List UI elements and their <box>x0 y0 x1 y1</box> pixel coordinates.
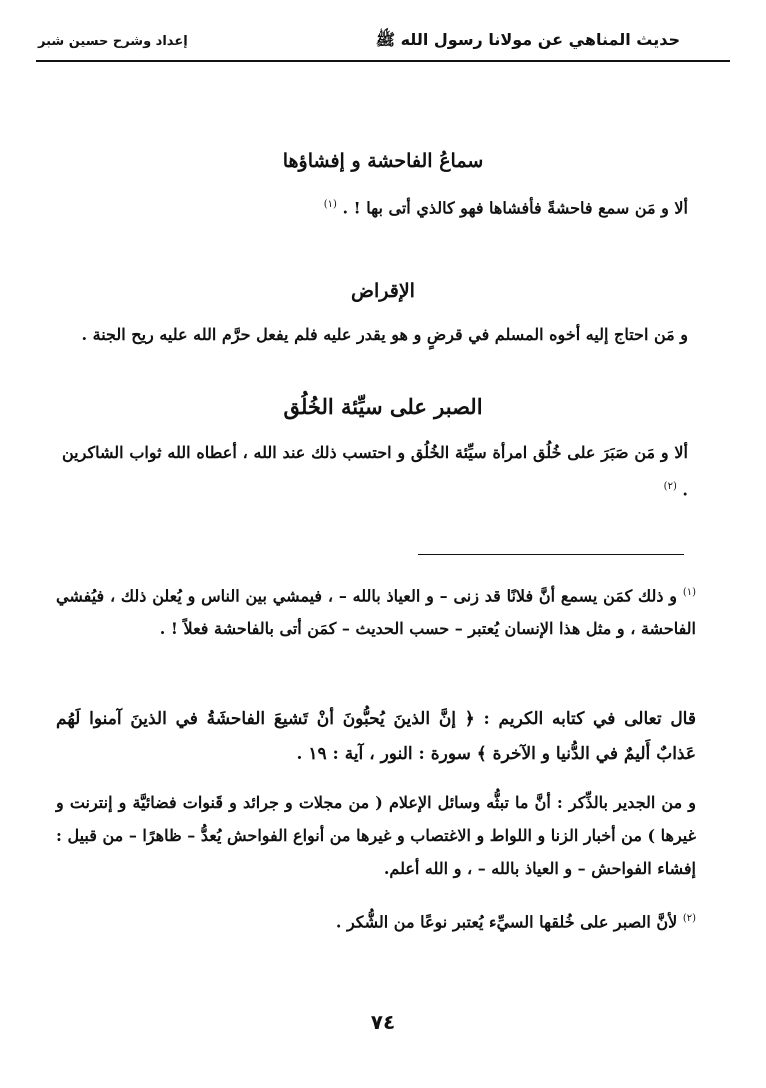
section-text: ألا و مَن سمع فاحشةً فأفشاها فهو كالذي أتى بها ! . <box>342 198 688 218</box>
section-title-hearing-indecency: سماعُ الفاحشة و إفشاؤها <box>282 150 484 172</box>
footnote-ref-1[interactable]: (١) <box>323 199 337 210</box>
header-rule <box>36 60 730 62</box>
footnote-quran-verse: قال تعالى في كتابه الكريم : ﴿ إنَّ الذينَ يُحبُّونَ أنْ تَشيعَ الفاحشَةُ في الذينَ آمنوا لَهُم عَذابٌ أَليمٌ في الدُّنيا و الآخرة ﴾ سورة : النور ، آية : ١٩ . <box>56 709 696 764</box>
section-text-hearing-indecency <box>62 188 688 225</box>
footnote-1 <box>56 576 696 645</box>
footnote-marker-2: (٢) <box>682 913 696 924</box>
footnote-2 <box>56 902 696 938</box>
footnote-ref-2[interactable]: (٢) <box>663 481 677 492</box>
running-title: حديث المناهي عن مولانا رسول الله ﷺ <box>375 30 680 49</box>
footnote-media-note: و من الجدير بالذِّكر : أنَّ ما تبثُّه وسائل الإعلام ( من مجلات و جرائد و قَنوات فضائيَّة و إنترنت و غيرها ) من أخبار الزنا و اللواط و الاغتصاب و غيرها من أنواع الفواحش يُعدُّ – ظاهرًا – من قبيل : إفشاء الفواحش – و العياذ بالله – ، و الله أعلم. <box>56 793 697 878</box>
section-title-lending: الإقراض <box>351 280 415 302</box>
section-text: ألا و مَن صَبَرَ على خُلُق امرأة سيِّئة الخُلُق و احتسب ذلك عند الله ، أعطاه الله ثواب الشاكرين . <box>62 443 688 500</box>
running-author: إعداد وشرح حسين شبر <box>38 34 188 49</box>
footnote-1-text: و ذلك كمَن يسمع أنَّ فلانًا قد زنى – و العياذ بالله – ، فيمشي بين الناس و يُعلن ذلك ، فيُفشي الفاحشة ، و مثل هذا الإنسان يُعتبر – حسب الحديث – كمَن أتى بالفاحشة فعلاً ! . <box>56 586 696 639</box>
section-text-lending: و مَن احتاج إليه أخوه المسلم في قرضٍ و هو يقدر عليه فلم يفعل حرَّم الله عليه ريح الجنة . <box>81 325 688 344</box>
section-text-patience <box>62 436 688 507</box>
section-title-patience: الصبر على سيِّئة الخُلُق <box>283 394 483 419</box>
footnote-2-text: لأنَّ الصبر على خُلقها السيِّء يُعتبر نوعًا من الشُّكر . <box>335 912 678 932</box>
page-number: ٧٤ <box>370 1010 396 1034</box>
footnote-divider <box>418 554 684 555</box>
footnote-marker-1: (١) <box>682 587 696 598</box>
